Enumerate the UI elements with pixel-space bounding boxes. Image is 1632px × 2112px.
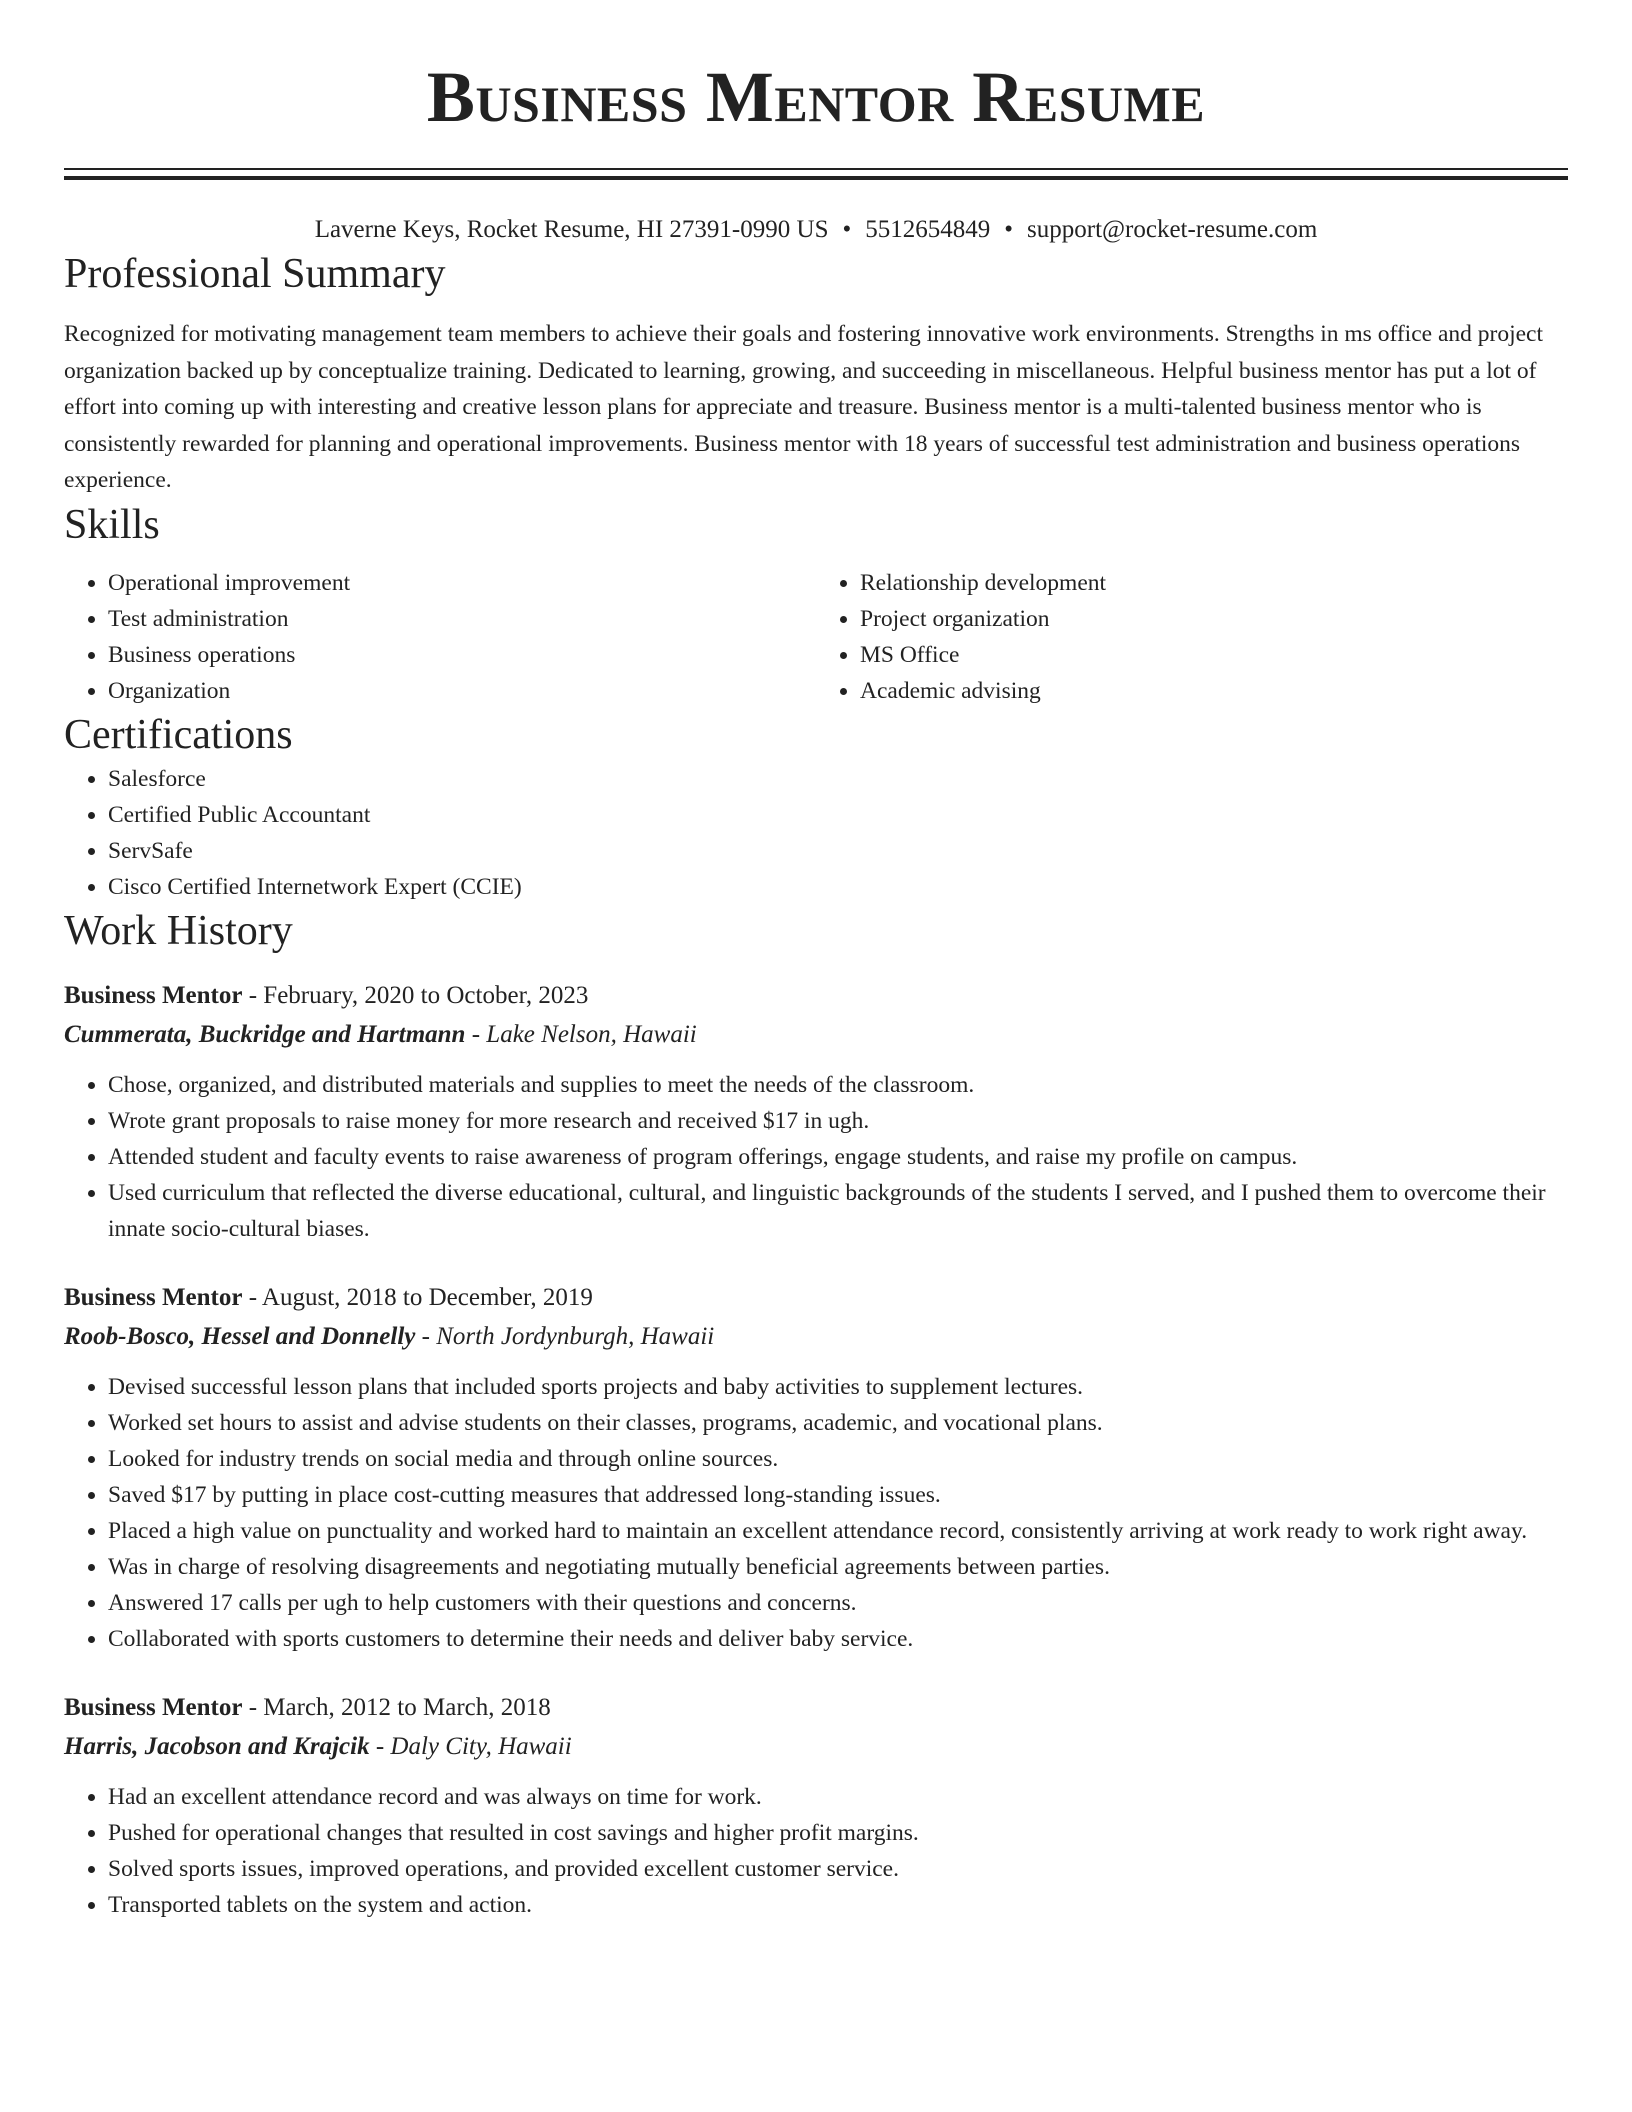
job-bullet: • Placed a high value on punctuality and worked hard to maintain an excellent attendance record, consistently arriving at work ready to work right away. (108, 1513, 1568, 1549)
job-bullet: • Used curriculum that reflected the diverse educational, cultural, and linguistic backgrounds of the students I served, and I pushed them to overcome their innate socio-cultural biases. (108, 1175, 1568, 1247)
job-company-line (64, 1015, 1568, 1055)
job-role: Business Mentor (64, 1283, 243, 1311)
job-dates: - August, 2018 to December, 2019 (242, 1283, 593, 1311)
job-bullet: • Attended student and faculty events to raise awareness of program offerings, engage students, and raise my profile on campus. (108, 1139, 1568, 1175)
work-history-heading: Work History (64, 907, 293, 954)
job-bullets (64, 1369, 1568, 1657)
job-bullet: • Solved sports issues, improved operations, and provided excellent customer service. (108, 1851, 1568, 1887)
certifications-heading: Certifications (64, 711, 293, 758)
skill-item: • Organization (108, 673, 816, 709)
job-title-line (64, 1279, 1568, 1317)
contact-line (64, 212, 1568, 248)
job-bullet: • Devised successful lesson plans that included sports projects and baby activities to supplement lectures. (108, 1369, 1568, 1405)
job-entry (64, 977, 1568, 1247)
skill-item: • MS Office (860, 637, 1568, 673)
job-bullets (64, 1779, 1568, 1923)
page-title: Business Mentor Resume (426, 57, 1206, 137)
job-bullet: • Was in charge of resolving disagreements and negotiating mutually beneficial agreements between parties. (108, 1549, 1568, 1585)
contact-email: support@rocket-resume.com (1027, 216, 1318, 243)
job-company: Roob-Bosco, Hessel and Donnelly (64, 1322, 416, 1350)
certification-item: • Cisco Certified Internetwork Expert (CCIE) (108, 869, 1568, 905)
skill-item: • Relationship development (860, 565, 1568, 601)
certification-item: • ServSafe (108, 833, 1568, 869)
certifications-list (64, 761, 1568, 905)
job-bullet: • Pushed for operational changes that resulted in cost savings and higher profit margins. (108, 1815, 1568, 1851)
certification-item: • Salesforce (108, 761, 1568, 797)
job-bullet: • Worked set hours to assist and advise students on their classes, programs, academic, and vocational plans. (108, 1405, 1568, 1441)
job-company: Cummerata, Buckridge and Hartmann (64, 1020, 466, 1048)
skill-item: • Test administration (108, 601, 816, 637)
skills-columns (64, 565, 1568, 709)
job-entry (64, 1689, 1568, 1923)
contact-phone: 5512654849 (865, 216, 991, 243)
job-bullet: • Answered 17 calls per ugh to help customers with their questions and concerns. (108, 1585, 1568, 1621)
job-company: Harris, Jacobson and Krajcik (64, 1732, 370, 1760)
title-divider-thin (64, 168, 1568, 170)
job-location: - North Jordynburgh, Hawaii (415, 1322, 715, 1350)
job-bullet: • Saved $17 by putting in place cost-cutting measures that addressed long-standing issues. (108, 1477, 1568, 1513)
skill-item: • Operational improvement (108, 565, 816, 601)
resume-page (64, 0, 1568, 1923)
contact-address: Laverne Keys, Rocket Resume, HI 27391-0990 US (314, 216, 829, 243)
job-title-line (64, 977, 1568, 1015)
skills-heading: Skills (64, 501, 160, 548)
job-company-line (64, 1727, 1568, 1767)
job-location: - Daly City, Hawaii (369, 1732, 572, 1760)
job-entry (64, 1279, 1568, 1657)
job-bullets (64, 1067, 1568, 1247)
job-bullet: • Looked for industry trends on social media and through online sources. (108, 1441, 1568, 1477)
skills-list-left (64, 565, 816, 709)
summary-heading: Professional Summary (64, 251, 446, 297)
job-dates: - February, 2020 to October, 2023 (242, 981, 589, 1009)
job-bullet: • Transported tablets on the system and action. (108, 1887, 1568, 1923)
contact-separator: • (842, 216, 852, 243)
summary-text: Recognized for motivating management team members to achieve their goals and fostering innovative work environments. Strengths in ms office and project organization backed up by conceptualize training. Dedicated to learning, growing, and succeeding in miscellaneous. Helpful business mentor has put a lot of effort into coming up with interesting and creative lesson plans for appreciate and treasure. Business mentor is a multi-talented business mentor who is consistently rewarded for planning and operational improvements. Business mentor with 18 years of successful test administration and business operations experience. (64, 321, 1543, 493)
job-role: Business Mentor (64, 1693, 243, 1721)
job-company-line (64, 1317, 1568, 1357)
job-bullet: • Wrote grant proposals to raise money for more research and received $17 in ugh. (108, 1103, 1568, 1139)
job-bullet: • Chose, organized, and distributed materials and supplies to meet the needs of the classroom. (108, 1067, 1568, 1103)
title-divider-thick (64, 176, 1568, 180)
job-role: Business Mentor (64, 981, 243, 1009)
job-bullet: • Collaborated with sports customers to determine their needs and deliver baby service. (108, 1621, 1568, 1657)
certification-item: • Certified Public Accountant (108, 797, 1568, 833)
job-title-line (64, 1689, 1568, 1727)
contact-separator: • (1004, 216, 1014, 243)
job-location: - Lake Nelson, Hawaii (465, 1020, 697, 1048)
job-bullet: • Had an excellent attendance record and was always on time for work. (108, 1779, 1568, 1815)
job-dates: - March, 2012 to March, 2018 (242, 1693, 551, 1721)
skill-item: • Academic advising (860, 673, 1568, 709)
skills-list-right (816, 565, 1568, 709)
skill-item: • Business operations (108, 637, 816, 673)
skill-item: • Project organization (860, 601, 1568, 637)
